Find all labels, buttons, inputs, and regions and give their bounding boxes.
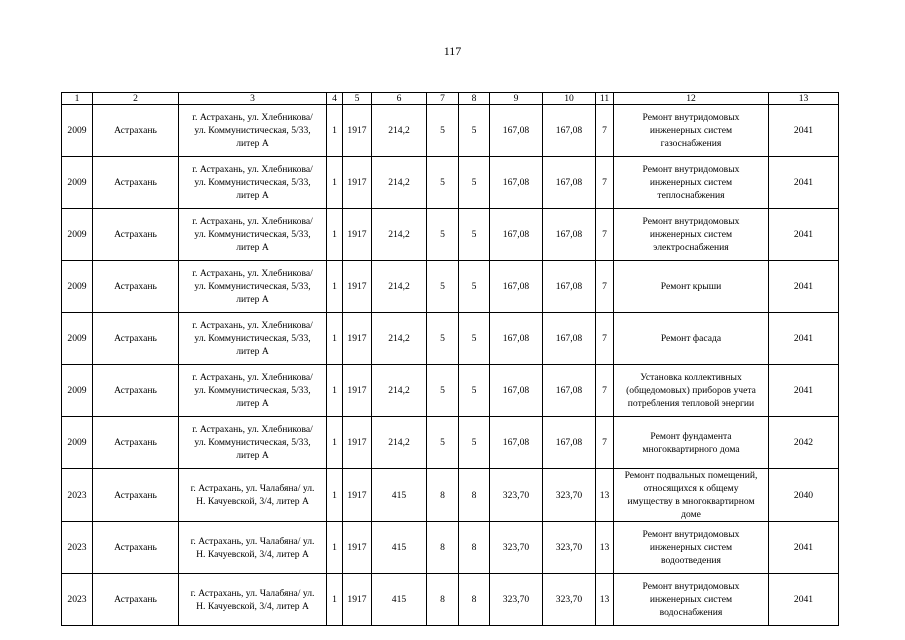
cell-address [179,105,327,157]
cell-work-type [614,313,769,365]
cell-planned-year: 2041 [769,261,839,313]
cell-area: 214,2 [372,261,427,313]
cell-col11: 7 [596,209,614,261]
cell-col7: 8 [427,522,459,574]
cell-col11: 13 [596,469,614,522]
cell-col8: 5 [459,105,490,157]
cell-address-text: г. Астрахань, ул. Хлебникова/ ул. Коммунистическая, 5/33, литер А [192,268,313,305]
column-header: 4 [327,93,343,105]
cell-address-text: г. Астрахань, ул. Хлебникова/ ул. Коммунистическая, 5/33, литер А [192,372,313,409]
cell-col11: 7 [596,313,614,365]
cell-col4: 1 [327,574,343,626]
cell-address [179,261,327,313]
cell-address [179,209,327,261]
cell-address [179,469,327,522]
cell-col9: 323,70 [490,522,543,574]
cell-build-year: 1917 [343,261,372,313]
cell-area: 214,2 [372,157,427,209]
cell-year: 2009 [62,105,93,157]
cell-col8: 8 [459,469,490,522]
cell-col10: 323,70 [543,522,596,574]
cell-planned-year: 2041 [769,522,839,574]
cell-col8: 5 [459,157,490,209]
cell-area: 415 [372,522,427,574]
cell-work-type-text: Ремонт фасада [660,333,722,344]
table-body [62,105,839,626]
cell-address-text: г. Астрахань, ул. Хлебникова/ ул. Коммунистическая, 5/33, литер А [192,216,313,253]
cell-col9: 167,08 [490,313,543,365]
cell-planned-year: 2041 [769,313,839,365]
cell-col7: 8 [427,469,459,522]
cell-col10: 167,08 [543,313,596,365]
cell-work-type-text: Ремонт подвальных помещений, относящихся к общему имуществу в многоквартирном доме [624,470,758,520]
table-row [62,157,839,209]
cell-col10: 323,70 [543,469,596,522]
cell-municipality: Астрахань [93,417,179,469]
table-row [62,574,839,626]
cell-build-year: 1917 [343,313,372,365]
cell-area: 214,2 [372,417,427,469]
cell-build-year: 1917 [343,105,372,157]
column-header: 9 [490,93,543,105]
cell-municipality: Астрахань [93,522,179,574]
cell-address-text: г. Астрахань, ул. Хлебникова/ ул. Коммунистическая, 5/33, литер А [192,424,313,461]
cell-col7: 5 [427,417,459,469]
cell-work-type [614,469,769,522]
cell-planned-year: 2042 [769,417,839,469]
table-row [62,261,839,313]
cell-build-year: 1917 [343,417,372,469]
cell-col9: 167,08 [490,365,543,417]
header-row [62,93,839,105]
cell-address-text: г. Астрахань, ул. Хлебникова/ ул. Коммунистическая, 5/33, литер А [192,164,313,201]
cell-col4: 1 [327,105,343,157]
cell-col9: 167,08 [490,417,543,469]
column-header: 10 [543,93,596,105]
cell-work-type [614,365,769,417]
cell-work-type [614,105,769,157]
column-header: 7 [427,93,459,105]
column-header: 1 [62,93,93,105]
cell-municipality: Астрахань [93,469,179,522]
table-row [62,469,839,522]
cell-municipality: Астрахань [93,105,179,157]
cell-build-year: 1917 [343,209,372,261]
cell-col7: 5 [427,261,459,313]
cell-work-type-text: Ремонт внутридомовых инженерных систем водоснабжения [642,581,740,618]
cell-municipality: Астрахань [93,261,179,313]
cell-area: 415 [372,574,427,626]
column-header: 6 [372,93,427,105]
cell-col4: 1 [327,417,343,469]
cell-col11: 13 [596,574,614,626]
cell-col7: 5 [427,365,459,417]
cell-address-text: г. Астрахань, ул. Хлебникова/ ул. Коммунистическая, 5/33, литер А [192,320,313,357]
cell-work-type [614,209,769,261]
cell-area: 214,2 [372,209,427,261]
cell-col4: 1 [327,522,343,574]
cell-col7: 5 [427,209,459,261]
cell-address [179,522,327,574]
cell-planned-year: 2041 [769,574,839,626]
cell-col8: 5 [459,313,490,365]
cell-col11: 13 [596,522,614,574]
cell-col8: 5 [459,261,490,313]
cell-municipality: Астрахань [93,574,179,626]
column-header: 2 [93,93,179,105]
column-header: 11 [596,93,614,105]
cell-col10: 167,08 [543,157,596,209]
cell-col10: 323,70 [543,574,596,626]
cell-col4: 1 [327,209,343,261]
cell-col8: 5 [459,417,490,469]
cell-work-type-text: Ремонт внутридомовых инженерных систем теплоснабжения [642,164,740,201]
cell-address [179,365,327,417]
cell-area: 214,2 [372,365,427,417]
cell-build-year: 1917 [343,365,372,417]
cell-year: 2009 [62,157,93,209]
registry-table [61,92,839,626]
cell-municipality: Астрахань [93,313,179,365]
cell-build-year: 1917 [343,522,372,574]
cell-col11: 7 [596,105,614,157]
cell-address [179,417,327,469]
cell-build-year: 1917 [343,574,372,626]
cell-area: 415 [372,469,427,522]
cell-col7: 5 [427,105,459,157]
cell-area: 214,2 [372,105,427,157]
cell-address [179,313,327,365]
cell-col9: 167,08 [490,157,543,209]
cell-planned-year: 2041 [769,209,839,261]
cell-col9: 323,70 [490,469,543,522]
cell-work-type-text: Ремонт крыши [660,281,722,292]
cell-col4: 1 [327,365,343,417]
cell-col9: 167,08 [490,261,543,313]
cell-year: 2023 [62,522,93,574]
cell-col10: 167,08 [543,417,596,469]
table-row [62,417,839,469]
cell-planned-year: 2041 [769,105,839,157]
table-row [62,365,839,417]
cell-work-type-text: Ремонт внутридомовых инженерных систем электроснабжения [642,216,740,253]
column-header: 12 [614,93,769,105]
cell-col10: 167,08 [543,261,596,313]
cell-municipality: Астрахань [93,365,179,417]
table-row [62,209,839,261]
cell-address-text: г. Астрахань, ул. Чалабяна/ ул. Н. Качуевской, 3/4, литер А [190,587,315,612]
table-row [62,522,839,574]
cell-address [179,574,327,626]
cell-planned-year: 2041 [769,365,839,417]
cell-col11: 7 [596,157,614,209]
cell-col7: 5 [427,313,459,365]
cell-year: 2023 [62,574,93,626]
cell-col8: 5 [459,209,490,261]
cell-work-type-text: Ремонт внутридомовых инженерных систем газоснабжения [642,112,740,149]
column-header: 3 [179,93,327,105]
cell-planned-year: 2040 [769,469,839,522]
cell-col9: 167,08 [490,209,543,261]
cell-municipality: Астрахань [93,157,179,209]
cell-address-text: г. Астрахань, ул. Чалабяна/ ул. Н. Качуевской, 3/4, литер А [190,535,315,560]
table-row [62,105,839,157]
cell-municipality: Астрахань [93,209,179,261]
cell-address-text: г. Астрахань, ул. Хлебникова/ ул. Коммунистическая, 5/33, литер А [192,112,313,149]
cell-build-year: 1917 [343,469,372,522]
cell-col4: 1 [327,313,343,365]
cell-col10: 167,08 [543,209,596,261]
cell-col9: 167,08 [490,105,543,157]
cell-work-type [614,574,769,626]
cell-year: 2009 [62,209,93,261]
page-number: 117 [443,44,462,58]
cell-col11: 7 [596,365,614,417]
cell-year: 2009 [62,417,93,469]
cell-col4: 1 [327,157,343,209]
cell-build-year: 1917 [343,157,372,209]
cell-address-text: г. Астрахань, ул. Чалабяна/ ул. Н. Качуевской, 3/4, литер А [190,483,315,507]
cell-col11: 7 [596,261,614,313]
cell-col4: 1 [327,469,343,522]
cell-planned-year: 2041 [769,157,839,209]
cell-work-type [614,261,769,313]
cell-col10: 167,08 [543,105,596,157]
table-row [62,313,839,365]
cell-col8: 8 [459,522,490,574]
cell-work-type [614,157,769,209]
cell-year: 2009 [62,365,93,417]
column-header: 5 [343,93,372,105]
cell-work-type-text: Ремонт фундамента многоквартирного дома [642,430,740,455]
column-header: 8 [459,93,490,105]
cell-year: 2023 [62,469,93,522]
cell-col9: 323,70 [490,574,543,626]
cell-work-type-text: Ремонт внутридомовых инженерных систем водоотведения [642,529,740,566]
cell-address [179,157,327,209]
cell-work-type [614,522,769,574]
cell-col4: 1 [327,261,343,313]
cell-work-type [614,417,769,469]
cell-col11: 7 [596,417,614,469]
column-header: 13 [769,93,839,105]
cell-col7: 8 [427,574,459,626]
cell-col8: 5 [459,365,490,417]
cell-work-type-text: Установка коллективных (общедомовых) приборов учета потребления тепловой энергии [626,372,756,409]
cell-year: 2009 [62,261,93,313]
cell-area: 214,2 [372,313,427,365]
cell-col8: 8 [459,574,490,626]
cell-col7: 5 [427,157,459,209]
cell-col10: 167,08 [543,365,596,417]
cell-year: 2009 [62,313,93,365]
